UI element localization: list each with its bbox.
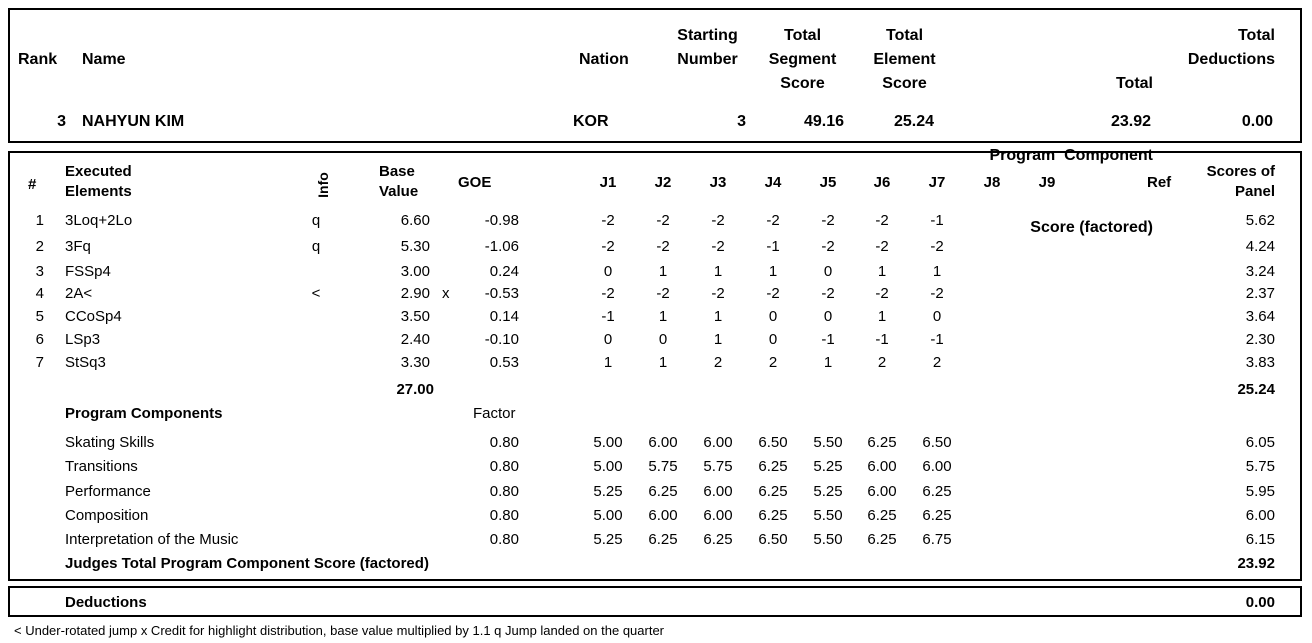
element-judge-score: 1 xyxy=(877,308,887,325)
element-number: 7 xyxy=(35,354,44,371)
component-judge-score: 5.50 xyxy=(813,507,843,524)
total-segment-score-label: Total Segment Score xyxy=(768,27,837,92)
element-goe: -0.53 xyxy=(484,285,519,302)
element-info: q xyxy=(311,238,321,255)
legend: < Under-rotated jump x Credit for highlight distribution, base value multiplied by 1.1 q Jump landed on the quarter xyxy=(14,623,665,638)
element-judge-score: 2 xyxy=(877,354,887,371)
component-judge-score: 6.00 xyxy=(703,507,733,524)
element-judge-score: -2 xyxy=(601,238,615,255)
element-number: 2 xyxy=(35,238,44,255)
element-base-value: 5.30 xyxy=(400,238,430,255)
element-base-value: 2.90 xyxy=(400,285,430,302)
col-panel-label: Scores of Panel xyxy=(1206,163,1275,200)
element-judge-score: -1 xyxy=(875,331,889,348)
element-judge-score: -1 xyxy=(930,212,944,229)
judge-header-j7: J7 xyxy=(928,174,946,191)
component-judge-score: 6.25 xyxy=(758,483,788,500)
element-name: 3Fq xyxy=(65,238,91,255)
factor-label: Factor xyxy=(473,405,516,422)
element-judge-score: -2 xyxy=(711,238,725,255)
component-judge-score: 6.25 xyxy=(648,483,678,500)
component-name: Performance xyxy=(65,483,151,500)
component-judge-score: 6.75 xyxy=(922,531,952,548)
element-judge-score: 0 xyxy=(932,308,942,325)
component-panel-score: 5.75 xyxy=(1245,458,1275,475)
element-panel-score: 3.64 xyxy=(1245,308,1275,325)
component-judge-score: 6.00 xyxy=(867,483,897,500)
component-judge-score: 5.00 xyxy=(593,507,623,524)
element-panel-score: 2.30 xyxy=(1245,331,1275,348)
element-judge-score: 1 xyxy=(877,263,887,280)
skater-rank: 3 xyxy=(57,113,66,130)
element-judge-score: -2 xyxy=(930,238,944,255)
component-judge-score: 6.00 xyxy=(648,507,678,524)
component-panel-score: 6.00 xyxy=(1245,507,1275,524)
deductions-value: 0.00 xyxy=(1245,594,1275,611)
element-judge-score: -2 xyxy=(766,285,780,302)
element-judge-score: -2 xyxy=(766,212,780,229)
judge-header-j9: J9 xyxy=(1038,174,1056,191)
element-judge-score: -2 xyxy=(656,212,670,229)
element-judge-score: -1 xyxy=(601,308,615,325)
element-goe: 0.24 xyxy=(489,263,519,280)
element-judge-score: 0 xyxy=(603,331,613,348)
component-judge-score: 5.50 xyxy=(813,531,843,548)
element-goe: -1.06 xyxy=(484,238,519,255)
component-name: Composition xyxy=(65,507,149,524)
element-judge-score: -2 xyxy=(821,212,835,229)
element-judge-score: 1 xyxy=(603,354,613,371)
component-judge-score: 6.25 xyxy=(703,531,733,548)
elements-total-base: 27.00 xyxy=(396,381,434,398)
element-panel-score: 5.62 xyxy=(1245,212,1275,229)
element-base-value: 3.30 xyxy=(400,354,430,371)
element-judge-score: 0 xyxy=(603,263,613,280)
element-judge-score: 1 xyxy=(768,263,778,280)
element-name: 3Loq+2Lo xyxy=(65,212,133,229)
component-judge-score: 5.50 xyxy=(813,434,843,451)
element-judge-score: -2 xyxy=(930,285,944,302)
skater-deductions: 0.00 xyxy=(1241,113,1273,130)
component-judge-score: 6.25 xyxy=(922,483,952,500)
pcs-total-label: Judges Total Program Component Score (factored) xyxy=(65,555,429,572)
total-pcs-label: Total Program Component Score (factored) xyxy=(989,75,1153,236)
element-judge-score: 1 xyxy=(932,263,942,280)
element-base-value: 6.60 xyxy=(400,212,430,229)
element-goe: -0.10 xyxy=(484,331,519,348)
component-judge-score: 6.25 xyxy=(648,531,678,548)
skater-pcs: 23.92 xyxy=(1110,113,1151,130)
element-panel-score: 4.24 xyxy=(1245,238,1275,255)
deductions-box xyxy=(8,586,1302,617)
skater-nation: KOR xyxy=(573,113,609,130)
element-base-value: 3.50 xyxy=(400,308,430,325)
element-judge-score: -2 xyxy=(821,285,835,302)
col-base-label: Base Value xyxy=(379,163,419,200)
element-panel-score: 3.83 xyxy=(1245,354,1275,371)
element-panel-score: 2.37 xyxy=(1245,285,1275,302)
element-number: 3 xyxy=(35,263,44,280)
element-base-value: 2.40 xyxy=(400,331,430,348)
element-panel-score: 3.24 xyxy=(1245,263,1275,280)
element-judge-score: 2 xyxy=(713,354,723,371)
skater-name: NAHYUN KIM xyxy=(82,113,185,130)
element-judge-score: -1 xyxy=(766,238,780,255)
element-name: CCoSp4 xyxy=(65,308,122,325)
element-judge-score: -2 xyxy=(601,285,615,302)
name-label: Name xyxy=(82,51,126,68)
element-judge-score: -2 xyxy=(601,212,615,229)
component-judge-score: 5.75 xyxy=(648,458,678,475)
component-judge-score: 6.25 xyxy=(867,434,897,451)
skater-starting-number: 3 xyxy=(737,113,746,130)
element-name: FSSp4 xyxy=(65,263,111,280)
element-judge-score: 1 xyxy=(713,331,723,348)
pcs-total-value: 23.92 xyxy=(1237,555,1275,572)
component-judge-score: 5.00 xyxy=(593,434,623,451)
component-judge-score: 5.25 xyxy=(813,483,843,500)
element-name: StSq3 xyxy=(65,354,106,371)
component-panel-score: 6.05 xyxy=(1245,434,1275,451)
component-factor: 0.80 xyxy=(489,507,519,524)
rank-label: Rank xyxy=(18,51,58,68)
component-panel-score: 5.95 xyxy=(1245,483,1275,500)
component-judge-score: 6.00 xyxy=(703,434,733,451)
col-info-label: Info xyxy=(315,172,331,198)
col-ref-label: Ref xyxy=(1147,174,1172,191)
element-judge-score: -2 xyxy=(656,238,670,255)
total-element-score-label: Total Element Score xyxy=(873,27,936,92)
element-judge-score: 2 xyxy=(768,354,778,371)
element-number: 1 xyxy=(35,212,44,229)
total-deductions-label: Total Deductions xyxy=(1187,27,1275,68)
element-judge-score: -1 xyxy=(821,331,835,348)
element-judge-score: -2 xyxy=(875,212,889,229)
component-judge-score: 6.00 xyxy=(867,458,897,475)
element-judge-score: 0 xyxy=(768,331,778,348)
element-info: < xyxy=(311,285,321,302)
element-judge-score: -2 xyxy=(656,285,670,302)
col-executed-label: Executed Elements xyxy=(65,163,132,200)
component-judge-score: 6.25 xyxy=(867,507,897,524)
element-goe: -0.98 xyxy=(484,212,519,229)
element-judge-score: -2 xyxy=(875,238,889,255)
component-judge-score: 5.25 xyxy=(593,531,623,548)
col-goe-label: GOE xyxy=(458,174,492,191)
judge-header-j1: J1 xyxy=(599,174,617,191)
element-judge-score: 2 xyxy=(932,354,942,371)
component-panel-score: 6.15 xyxy=(1245,531,1275,548)
component-factor: 0.80 xyxy=(489,531,519,548)
element-judge-score: 0 xyxy=(658,331,668,348)
component-judge-score: 5.75 xyxy=(703,458,733,475)
component-judge-score: 6.25 xyxy=(758,458,788,475)
component-judge-score: 6.25 xyxy=(758,507,788,524)
starting-number-label: Starting Number xyxy=(677,27,738,68)
element-number: 4 xyxy=(35,285,44,302)
element-judge-score: -2 xyxy=(711,212,725,229)
element-goe: 0.14 xyxy=(489,308,519,325)
element-judge-score: 1 xyxy=(658,308,668,325)
element-judge-score: -1 xyxy=(930,331,944,348)
component-judge-score: 5.25 xyxy=(813,458,843,475)
element-x-marker: x xyxy=(442,285,450,302)
component-factor: 0.80 xyxy=(489,458,519,475)
component-judge-score: 6.50 xyxy=(922,434,952,451)
judge-header-j3: J3 xyxy=(709,174,727,191)
component-judge-score: 6.00 xyxy=(703,483,733,500)
element-judge-score: 0 xyxy=(768,308,778,325)
element-info: q xyxy=(311,212,321,229)
judge-header-j6: J6 xyxy=(873,174,891,191)
component-name: Transitions xyxy=(65,458,138,475)
element-judge-score: 1 xyxy=(658,354,668,371)
component-factor: 0.80 xyxy=(489,434,519,451)
deductions-label: Deductions xyxy=(65,594,147,611)
element-judge-score: 1 xyxy=(658,263,668,280)
judge-header-j8: J8 xyxy=(983,174,1001,191)
element-goe: 0.53 xyxy=(489,354,519,371)
component-name: Skating Skills xyxy=(65,434,155,451)
element-judge-score: 0 xyxy=(823,308,833,325)
judge-header-j4: J4 xyxy=(764,174,782,191)
component-judge-score: 6.00 xyxy=(922,458,952,475)
element-number: 6 xyxy=(35,331,44,348)
element-number: 5 xyxy=(35,308,44,325)
component-name: Interpretation of the Music xyxy=(65,531,239,548)
skater-tes: 25.24 xyxy=(893,113,934,130)
element-judge-score: -2 xyxy=(875,285,889,302)
element-judge-score: 1 xyxy=(713,263,723,280)
component-judge-score: 6.50 xyxy=(758,434,788,451)
component-judge-score: 6.25 xyxy=(867,531,897,548)
col-num-label: # xyxy=(28,176,37,193)
element-judge-score: -2 xyxy=(711,285,725,302)
component-judge-score: 5.25 xyxy=(593,483,623,500)
judge-header-j2: J2 xyxy=(654,174,672,191)
element-name: LSp3 xyxy=(65,331,101,348)
element-judge-score: 1 xyxy=(713,308,723,325)
nation-label: Nation xyxy=(579,51,629,68)
element-base-value: 3.00 xyxy=(400,263,430,280)
element-judge-score: -2 xyxy=(821,238,835,255)
element-name: 2A< xyxy=(65,285,93,302)
component-factor: 0.80 xyxy=(489,483,519,500)
program-components-title: Program Components xyxy=(65,405,223,422)
component-judge-score: 6.25 xyxy=(922,507,952,524)
component-judge-score: 5.00 xyxy=(593,458,623,475)
element-judge-score: 0 xyxy=(823,263,833,280)
judge-header-j5: J5 xyxy=(819,174,837,191)
element-judge-score: 1 xyxy=(823,354,833,371)
elements-total-panel: 25.24 xyxy=(1237,381,1275,398)
component-judge-score: 6.00 xyxy=(648,434,678,451)
skater-tss: 49.16 xyxy=(803,113,844,130)
component-judge-score: 6.50 xyxy=(758,531,788,548)
